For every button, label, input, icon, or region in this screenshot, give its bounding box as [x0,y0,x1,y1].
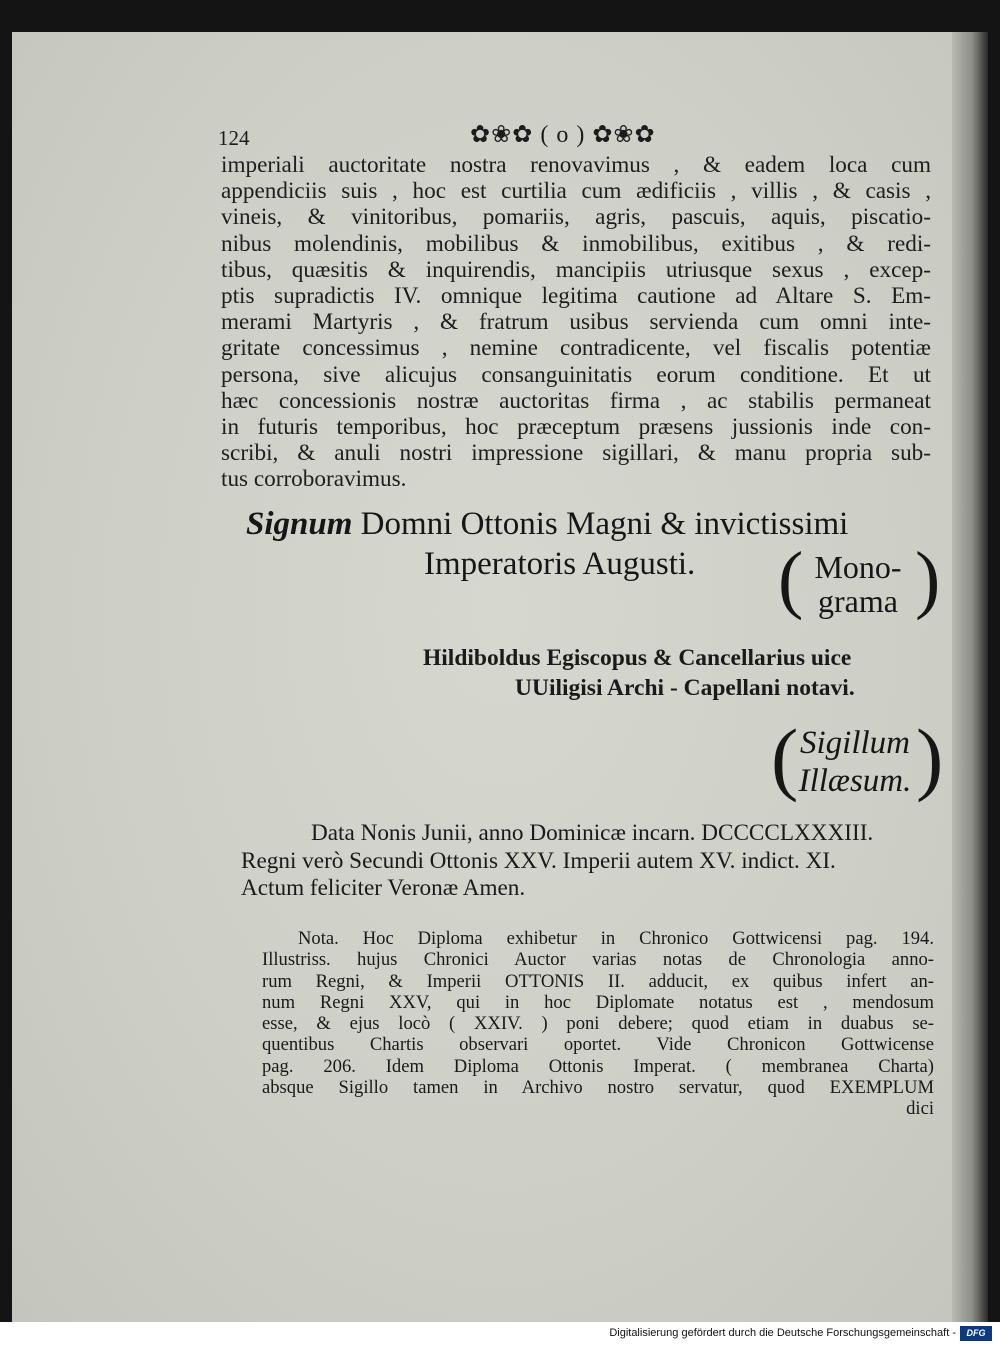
dating-clause [241,820,933,903]
signum-line-2: Imperatoris Augusti. [424,546,696,582]
right-paren-glyph: ) [915,537,941,621]
body-line: merami Martyris , & fratrum usibus servienda cum omni inte- [221,309,931,336]
signum-line-1-text: Domni Ottonis Magni & invictissimi [360,506,849,542]
note-line: esse, & ejus locò ( XXIV. ) poni debere; quod etiam in duabus se- [262,1013,934,1035]
monogram-line-2: grama [818,583,898,619]
catchword: dici [906,1098,934,1120]
monogram-bracket [778,537,941,621]
body-line: appendiciis suis , hoc est curtilia cum ædificiis , villis , & casis , [221,178,931,205]
dfg-logo-icon: DFG [960,1326,992,1341]
note-line: pag. 206. Idem Diploma Ottonis Imperat. ( membranea Charta) [262,1055,934,1077]
book-spine [952,32,988,1322]
signum-word: Signum [246,506,353,542]
body-line: in futuris temporibus, hoc præceptum præsens jussionis inde con- [221,414,931,441]
monogram-line-1: Mono- [814,549,902,585]
note-line: Illustriss. hujus Chronici Auctor varias notas de Chronologia anno- [262,949,934,971]
body-line: tus corroboravimus. [221,466,407,493]
header-ornament: ✿❀✿ ( o ) ✿❀✿ [470,122,656,148]
note-line: num Regni XXV, qui in hoc Diplomate notatus est , mendosum [262,991,934,1013]
left-paren-glyph: ( [771,712,799,803]
page-number: 124 [218,126,250,150]
footer-bar [0,1322,1000,1347]
dating-line: Data Nonis Junii, anno Dominicæ incarn. DCCCCLXXXIII. [311,820,874,846]
chancellor-line-1: Hildiboldus Egiscopus & Cancellarius uice [423,645,852,671]
body-line: scribi, & anuli nostri impressione sigillari, & manu propria sub- [221,440,931,467]
monogram-label [803,550,913,618]
seal-line-2: Illæsum. [798,763,912,799]
body-line: gritate concessimus , nemine contradicente, vel fiscalis potentiæ [221,335,931,362]
body-paragraph [221,152,931,493]
body-line: imperiali auctoritate nostra renovavimus , & eadem loca cum [221,152,931,178]
chancellor-line-2: UUiligisi Archi - Capellani notavi. [515,675,855,701]
body-line: hæc concessionis nostræ auctoritas firma , ac stabilis permaneat [221,387,931,414]
body-line: ptis supradictis IV. omnique legitima cautione ad Altare S. Em- [221,283,931,310]
body-line: persona, sive alicujus consanguinitatis eorum conditione. Et ut [221,361,931,388]
note-line: Nota. Hoc Diploma exhibetur in Chronico Gottwicensi pag. 194. [298,928,934,949]
seal-line-1: Sigillum [799,725,910,761]
note-line: quentibus Chartis observari oportet. Vide Chronicon Gottwicense [262,1034,934,1056]
body-line: vineis, & vinitoribus, pomariis, agris, pascuis, aquis, piscatio- [221,204,931,231]
dating-line: Actum feliciter Veronæ Amen. [241,875,526,901]
note-line: absque Sigillo tamen in Archivo nostro servatur, quod EXEMPLUM [262,1077,934,1099]
seal-bracket [771,712,944,803]
body-line: nibus molendinis, mobilibus & inmobilibus, exitibus , & redi- [221,230,931,257]
signum-line-1 [246,506,848,543]
right-paren-glyph: ) [916,712,944,803]
note-line: rum Regni, & Imperii OTTONIS II. adducit, ex quibus infert an- [262,970,934,992]
left-paren-glyph: ( [778,537,804,621]
seal-label [793,724,917,800]
body-line: tibus, quæsitis & inquirendis, mancipiis utriusque sexus , excep- [221,256,931,283]
footnote [262,928,934,1120]
dating-line: Regni verò Secundi Ottonis XXV. Imperii autem XV. indict. XI. [241,847,836,874]
funding-notice: Digitalisierung gefördert durch die Deutsche Forschungsgemeinschaft - [609,1327,956,1339]
